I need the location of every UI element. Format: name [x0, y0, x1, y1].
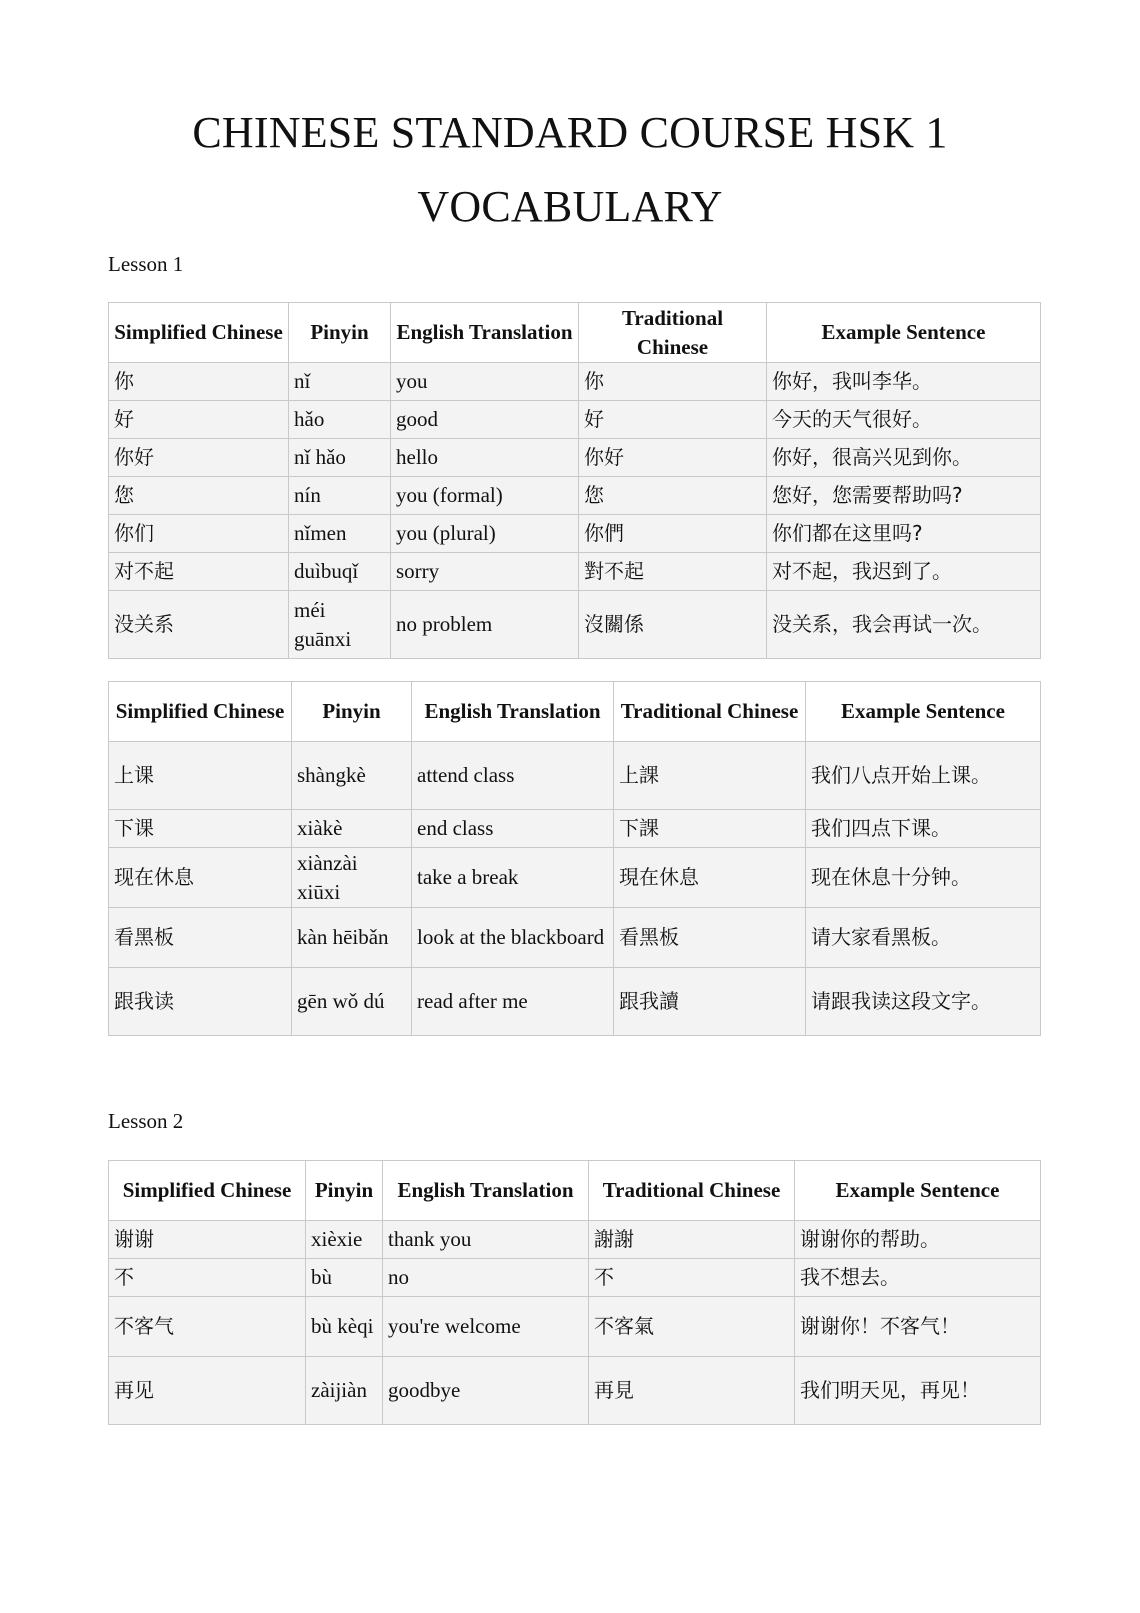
cell-example: 我不想去。: [795, 1259, 1041, 1297]
cell-english: sorry: [391, 553, 579, 591]
table-row: [109, 515, 1041, 553]
cell-english: thank you: [383, 1221, 589, 1259]
cell-pinyin: nǐmen: [289, 515, 391, 553]
header-traditional: Traditional Chinese: [579, 303, 767, 363]
table-row: [109, 439, 1041, 477]
cell-example: 我们四点下课。: [806, 810, 1041, 848]
header-simplified: Simplified Chinese: [109, 303, 289, 363]
cell-english: goodbye: [383, 1357, 589, 1425]
cell-english: you (formal): [391, 477, 579, 515]
cell-simplified: 对不起: [109, 553, 289, 591]
cell-example: 请大家看黑板。: [806, 908, 1041, 968]
header-english: English Translation: [391, 303, 579, 363]
cell-example: 你好，很高兴见到你。: [767, 439, 1041, 477]
table-row: [109, 553, 1041, 591]
cell-simplified: 你们: [109, 515, 289, 553]
cell-simplified: 好: [109, 401, 289, 439]
cell-pinyin: xiàkè: [292, 810, 412, 848]
header-example: Example Sentence: [795, 1161, 1041, 1221]
cell-example: 我们八点开始上课。: [806, 742, 1041, 810]
table-row: [109, 1259, 1041, 1297]
lesson-1-heading: Lesson 1: [108, 252, 184, 276]
cell-traditional: 跟我讀: [614, 968, 806, 1036]
cell-example: 您好，您需要帮助吗?: [767, 477, 1041, 515]
header-simplified: Simplified Chinese: [109, 682, 292, 742]
cell-example: 我们明天见，再见！: [795, 1357, 1041, 1425]
table-row: [109, 363, 1041, 401]
cell-english: look at the blackboard: [412, 908, 614, 968]
table-row: [109, 1297, 1041, 1357]
cell-example: 请跟我读这段文字。: [806, 968, 1041, 1036]
cell-traditional: 你: [579, 363, 767, 401]
cell-pinyin: shàngkè: [292, 742, 412, 810]
cell-simplified: 不客气: [109, 1297, 306, 1357]
table-row: [109, 1221, 1041, 1259]
cell-traditional: 再見: [589, 1357, 795, 1425]
lesson-2-heading: Lesson 2: [108, 1109, 184, 1133]
cell-traditional: 謝謝: [589, 1221, 795, 1259]
cell-traditional: 上課: [614, 742, 806, 810]
table-row: [109, 810, 1041, 848]
header-english: English Translation: [412, 682, 614, 742]
cell-example: 现在休息十分钟。: [806, 848, 1041, 908]
vocab-table-lesson-1b: [108, 681, 1041, 1036]
cell-pinyin: méi guānxi: [289, 591, 391, 659]
cell-traditional: 您: [579, 477, 767, 515]
table-row: [109, 742, 1041, 810]
header-pinyin: Pinyin: [289, 303, 391, 363]
cell-simplified: 您: [109, 477, 289, 515]
table-row: [109, 401, 1041, 439]
cell-english: take a break: [412, 848, 614, 908]
table-row: [109, 1357, 1041, 1425]
table-header-row: [109, 1161, 1041, 1221]
cell-pinyin: nǐ hǎo: [289, 439, 391, 477]
cell-traditional: 沒關係: [579, 591, 767, 659]
cell-example: 谢谢你！不客气！: [795, 1297, 1041, 1357]
cell-pinyin: nín: [289, 477, 391, 515]
cell-traditional: 現在休息: [614, 848, 806, 908]
cell-english: you: [391, 363, 579, 401]
cell-english: no: [383, 1259, 589, 1297]
title-line-2: VOCABULARY: [417, 182, 723, 231]
cell-example: 谢谢你的帮助。: [795, 1221, 1041, 1259]
cell-simplified: 上课: [109, 742, 292, 810]
cell-simplified: 没关系: [109, 591, 289, 659]
table-row: [109, 591, 1041, 659]
header-pinyin: Pinyin: [292, 682, 412, 742]
table-row: [109, 477, 1041, 515]
cell-pinyin: kàn hēibǎn: [292, 908, 412, 968]
cell-example: 你好，我叫李华。: [767, 363, 1041, 401]
cell-english: you're welcome: [383, 1297, 589, 1357]
title-line-1: CHINESE STANDARD COURSE HSK 1: [192, 108, 948, 157]
cell-simplified: 下课: [109, 810, 292, 848]
cell-traditional: 不客氣: [589, 1297, 795, 1357]
cell-simplified: 谢谢: [109, 1221, 306, 1259]
vocab-table-lesson-2: [108, 1160, 1041, 1425]
cell-simplified: 不: [109, 1259, 306, 1297]
header-simplified: Simplified Chinese: [109, 1161, 306, 1221]
cell-pinyin: nǐ: [289, 363, 391, 401]
cell-example: 没关系，我会再试一次。: [767, 591, 1041, 659]
cell-english: no problem: [391, 591, 579, 659]
cell-example: 今天的天气很好。: [767, 401, 1041, 439]
header-traditional: Traditional Chinese: [589, 1161, 795, 1221]
cell-english: attend class: [412, 742, 614, 810]
cell-example: 你们都在这里吗?: [767, 515, 1041, 553]
cell-english: you (plural): [391, 515, 579, 553]
cell-simplified: 现在休息: [109, 848, 292, 908]
header-pinyin: Pinyin: [306, 1161, 383, 1221]
cell-pinyin: xiànzài xiūxi: [292, 848, 412, 908]
cell-traditional: 看黑板: [614, 908, 806, 968]
cell-pinyin: bù kèqi: [306, 1297, 383, 1357]
cell-english: end class: [412, 810, 614, 848]
table-row: [109, 968, 1041, 1036]
cell-simplified: 跟我读: [109, 968, 292, 1036]
vocab-table-lesson-1a: [108, 302, 1041, 659]
cell-simplified: 再见: [109, 1357, 306, 1425]
header-example: Example Sentence: [806, 682, 1041, 742]
cell-traditional: 你們: [579, 515, 767, 553]
cell-simplified: 你: [109, 363, 289, 401]
cell-pinyin: zàijiàn: [306, 1357, 383, 1425]
cell-traditional: 好: [579, 401, 767, 439]
cell-simplified: 你好: [109, 439, 289, 477]
table-row: [109, 908, 1041, 968]
cell-traditional: 對不起: [579, 553, 767, 591]
cell-english: read after me: [412, 968, 614, 1036]
header-example: Example Sentence: [767, 303, 1041, 363]
cell-pinyin: xièxie: [306, 1221, 383, 1259]
cell-pinyin: bù: [306, 1259, 383, 1297]
header-traditional: Traditional Chinese: [614, 682, 806, 742]
cell-pinyin: gēn wǒ dú: [292, 968, 412, 1036]
cell-english: hello: [391, 439, 579, 477]
cell-example: 对不起，我迟到了。: [767, 553, 1041, 591]
cell-traditional: 你好: [579, 439, 767, 477]
header-english: English Translation: [383, 1161, 589, 1221]
cell-simplified: 看黑板: [109, 908, 292, 968]
cell-traditional: 不: [589, 1259, 795, 1297]
table-header-row: [109, 303, 1041, 363]
cell-pinyin: hǎo: [289, 401, 391, 439]
cell-pinyin: duìbuqǐ: [289, 553, 391, 591]
table-header-row: [109, 682, 1041, 742]
cell-traditional: 下課: [614, 810, 806, 848]
page-title: [0, 96, 1140, 244]
cell-english: good: [391, 401, 579, 439]
table-row: [109, 848, 1041, 908]
